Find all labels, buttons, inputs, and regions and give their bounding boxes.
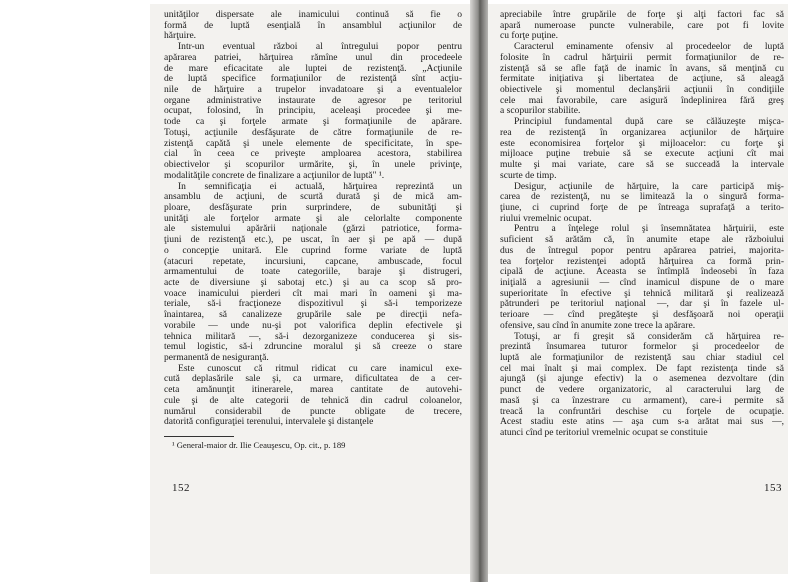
text-line: riului vremelnic ocupat.	[500, 213, 592, 224]
text-line: Acest stadiu este atins — aşa cum s-a arătat mai sus —,	[500, 417, 784, 428]
text-line: modalităţile concrete de finalizare a acţiunilor de luptă" ¹.	[164, 170, 385, 181]
footnote-rule	[164, 436, 234, 437]
text-line: luptă ale formaţiunilor de rezistenţă sau chiar stadiul cel	[500, 353, 784, 363]
scan-margin	[0, 0, 150, 582]
text-line: unităţi ale forţelor armate şi ale celorlalte componente	[164, 213, 462, 224]
text-line: Principiul fundamental după care se călăuzeşte mişca-	[514, 117, 784, 128]
text-line: apărarea patriei, hărţuirea rămîne unul din procedeele	[164, 52, 462, 63]
text-line: superioritate în efective şi tehnică militară şi realizează	[500, 288, 784, 299]
text-line: voace inamicului pierderi cît mai mari în oameni şi ma-	[164, 288, 462, 299]
text-line: prezintă însumarea tuturor formelor şi procedeelor de	[500, 342, 784, 353]
left-page	[150, 4, 470, 574]
text-line: de luptă specifice formaţiunilor de rezistenţă sînt acţiu-	[164, 74, 462, 85]
text-line: numărul considerabil de puncte obligate de trecere,	[164, 406, 462, 417]
text-line: permanentă de nesiguranţă.	[164, 353, 269, 363]
text-line: zistenţă să se afle faţă de inamic în avans, să menţină cu	[500, 63, 784, 74]
text-line: rea de rezistenţă în organizarea acţiunilor de hărţuire	[500, 127, 784, 138]
text-line: (atacuri repetate, incursiuni, capcane, ambuscade, focul	[164, 256, 462, 267]
text-line: masă şi ca înzestrare cu armament), care-i permite să	[500, 395, 784, 406]
text-line: tea forţelor rezistenţei adoptă hărţuirea ca formă prin-	[500, 256, 784, 267]
text-line: Într-un eventual război al întregului popor pentru	[178, 42, 462, 53]
text-line: ansamblu de acţiuni, de scurtă durată şi de mică am-	[164, 192, 462, 203]
text-line: carea de rezistenţă, nu se limitează la o singură forma-	[500, 192, 784, 203]
text-line: iniţială a agresiunii — cînd inamicul dispune de o mare	[500, 277, 784, 288]
text-line: scurte de timp.	[500, 170, 557, 181]
text-line: Este cunoscut că ritmul ridicat cu care inamicul exe-	[178, 363, 462, 374]
text-line: suficient să arătăm că, în anumite etape ale războiului	[500, 235, 784, 246]
text-line: zistenţă capătă şi unele elemente de specificitate, în spe-	[164, 138, 462, 149]
text-line: folosite în cadrul hărţuirii permit formaţiunilor de re-	[500, 52, 784, 63]
text-line: fermitate iniţiativa şi libertatea de acţiune, să aleagă	[500, 74, 784, 85]
text-line: atunci cînd pe teritoriul vremelnic ocupat se constituie	[500, 428, 708, 439]
text-line: înaintarea, să canalizeze grupările sale pe direcţii nefa-	[164, 310, 462, 321]
text-line: a scopurilor stabilite.	[500, 106, 581, 117]
text-line: datorită configuraţiei terenului, intervalele şi distanţele	[164, 417, 374, 428]
footnote: ¹ General-maior dr. Ilie Ceauşescu, Op. cit., p. 189	[172, 440, 346, 450]
text-line: vorabile — unde nu-şi pot valorifica deplin efectivele şi	[164, 320, 462, 331]
text-line: terioare — cînd pregăteşte şi desfăşoară noi operaţii	[500, 310, 784, 321]
text-line: obiectivelor şi scopurilor urmărite, şi, în unele privinţe,	[164, 160, 462, 171]
text-line: apară numeroase puncte vulnerabile, care pot fi lovite	[500, 20, 784, 31]
text-line: obiectivele şi momentul declanşării acţiunii în condiţiile	[500, 85, 784, 96]
text-line: cele mai favorabile, care asigură îndeplinirea fără greş	[500, 95, 784, 106]
text-line: organe administrative instaurate de agresor pe teritoriul	[164, 95, 462, 106]
text-line: cută deplasările sale şi, ca urmare, dificultatea de a cer-	[164, 374, 462, 385]
text-line: Pentru a înţelege rolul şi însemnătatea hărţuirii, este	[514, 224, 784, 235]
text-line: Totuşi, ar fi greşit să considerăm că hărţuirea re-	[514, 331, 784, 342]
text-line: Desigur, acţiunile de hărţuire, la care participă miş-	[514, 181, 784, 192]
text-line: cu forţe puţine.	[500, 31, 559, 42]
text-line: ploare, desfăşurate prin surprindere, de subunităţi şi	[164, 202, 462, 213]
text-line: de mare eficacitate ale luptei de rezistenţă. „Acţiunile	[164, 63, 462, 74]
text-line: este economisirea forţelor şi mijloacelor: cu forţe şi	[500, 138, 784, 149]
text-line: ale sistemului apărării naţionale (gărzi patriotice, forma-	[164, 224, 462, 235]
text-line: Caracterul eminamente ofensiv al procedeelor de luptă	[514, 42, 784, 53]
text-line: dus de întregul popor pentru apărarea patriei, majorita-	[500, 245, 784, 256]
text-line: punct de vedere organizatoric, al caracterului larg de	[500, 385, 784, 396]
text-line: cipală de acţiune. Aceasta se întîmplă îndeosebi în faza	[500, 267, 784, 278]
text-line: cel mai înalt şi mai complex. De fapt rezistenţa tinde să	[500, 363, 784, 374]
text-line: teriale, să-i fracţioneze dispozitivul şi să-i temporizeze	[164, 299, 462, 310]
page-number-left: 152	[172, 482, 190, 494]
text-line: hărţuire.	[164, 31, 197, 42]
text-line: temul logistic, să-i zdruncine moralul şi să creeze o stare	[164, 342, 462, 353]
book-gutter	[470, 0, 488, 582]
text-line: În semnificaţia ei actuală, hărţuirea reprezintă un	[178, 181, 462, 192]
text-line: ţiuni de rezistenţă etc.), pe uscat, în aer şi pe apă — după	[164, 235, 462, 246]
page-number-right: 153	[764, 482, 782, 494]
text-line: unităţilor dispersate ale inamicului continuă să fie o	[164, 10, 462, 20]
right-page	[488, 4, 788, 574]
text-line: multe şi mai variate, care să se succeadă la intervale	[500, 160, 784, 171]
text-line: tehnica militară —, să-i dezorganizeze conducerea şi sis-	[164, 331, 462, 342]
text-line: formă de luptă esenţială în ansamblul acţiunilor de	[164, 20, 462, 31]
text-line: cial în ceea ce priveşte amploarea acestora, stabilirea	[164, 149, 462, 160]
text-line: cule şi de alte categorii de tehnică din cadrul coloanelor,	[164, 395, 462, 406]
text-line: ajungă (şi ajunge efectiv) la o asemenea dezvoltare (din	[500, 374, 784, 385]
text-line: ceta amănunţit itinerarele, marea cantitate de autovehi-	[164, 385, 462, 396]
text-line: tode ca şi forţele armate şi formaţiunile de apărare.	[164, 117, 462, 128]
right-page-body	[500, 10, 784, 439]
text-line: acte de diversiune şi sabotaj etc.) şi au ca scop să pro-	[164, 277, 462, 288]
left-page-body	[164, 10, 462, 428]
text-line: Totuşi, acţiunile desfăşurate de către formaţiunile de re-	[164, 127, 462, 138]
text-line: ţiune, ci cuprind forţe de pe întreaga suprafaţă a terito-	[500, 202, 784, 213]
text-line: pătrunderi pe teritoriul naţional —, dar şi în fazele ul-	[500, 299, 784, 310]
text-line: treacă la confruntări deschise cu forţele de ocupaţie.	[500, 406, 784, 417]
text-line: apreciabile între grupările de forţe şi alţi factori fac să	[500, 10, 784, 20]
text-line: mijloace puţine trebuie să se execute acţiuni cît mai	[500, 149, 784, 160]
text-line: ocupat, folosind, în principiu, aceleaşi procedee şi me-	[164, 106, 462, 117]
text-line: o concepţie unitară. Ele cuprind forme variate de luptă	[164, 245, 462, 256]
text-line: armamentului de toate categoriile, baraje şi distrugeri,	[164, 267, 462, 278]
text-line: ofensive, sau cînd în anumite zone trece la apărare.	[500, 320, 696, 331]
text-line: nile de hărţuire a trupelor invadatoare şi a eventualelor	[164, 85, 462, 96]
